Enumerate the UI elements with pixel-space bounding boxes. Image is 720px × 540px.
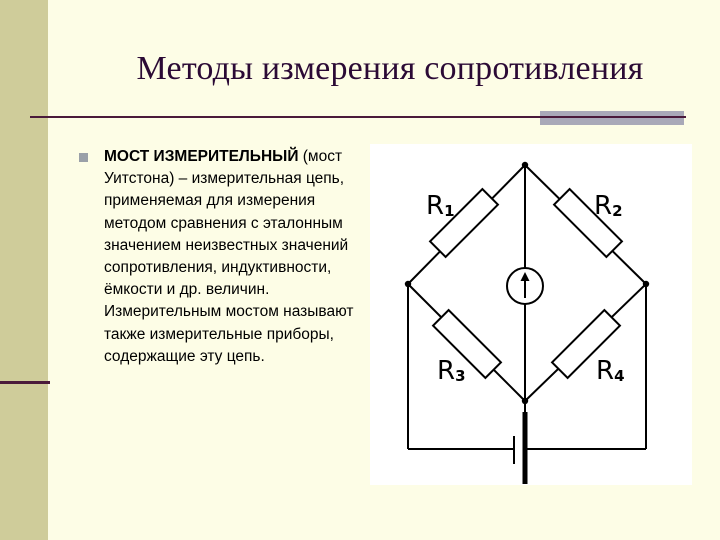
- wheatstone-bridge-diagram: [370, 144, 692, 485]
- junction-right: [643, 281, 649, 287]
- left-decor-mark: [0, 381, 50, 384]
- bullet-square-icon: [79, 153, 88, 162]
- label-r2: R2: [594, 191, 623, 221]
- title-rule-accent: [540, 111, 684, 125]
- body-paragraph: [104, 146, 370, 368]
- body-heading: МОСТ ИЗМЕРИТЕЛЬНЫЙ: [104, 148, 299, 165]
- body-text: (мост Уитстона) – измерительная цепь, применяемая для измерения методом сравнения с эталонным значением неизвестных значений сопротивления, индуктивности, ёмкости и др. величин. Измерительным мостом называют также измерительные приборы, содержащие эту цепь.: [104, 148, 354, 365]
- junction-bottom: [522, 398, 528, 404]
- junction-left: [405, 281, 411, 287]
- junction-top: [522, 162, 528, 168]
- label-r4: R4: [596, 356, 625, 386]
- slide-title: Методы измерения сопротивления: [136, 50, 644, 87]
- title-rule-segment: [540, 116, 686, 118]
- left-decor-stripe: [0, 0, 48, 540]
- galvanometer-icon: [507, 268, 543, 304]
- label-r1: R1: [426, 191, 455, 221]
- battery-icon: [514, 412, 525, 484]
- label-r3: R3: [437, 356, 466, 386]
